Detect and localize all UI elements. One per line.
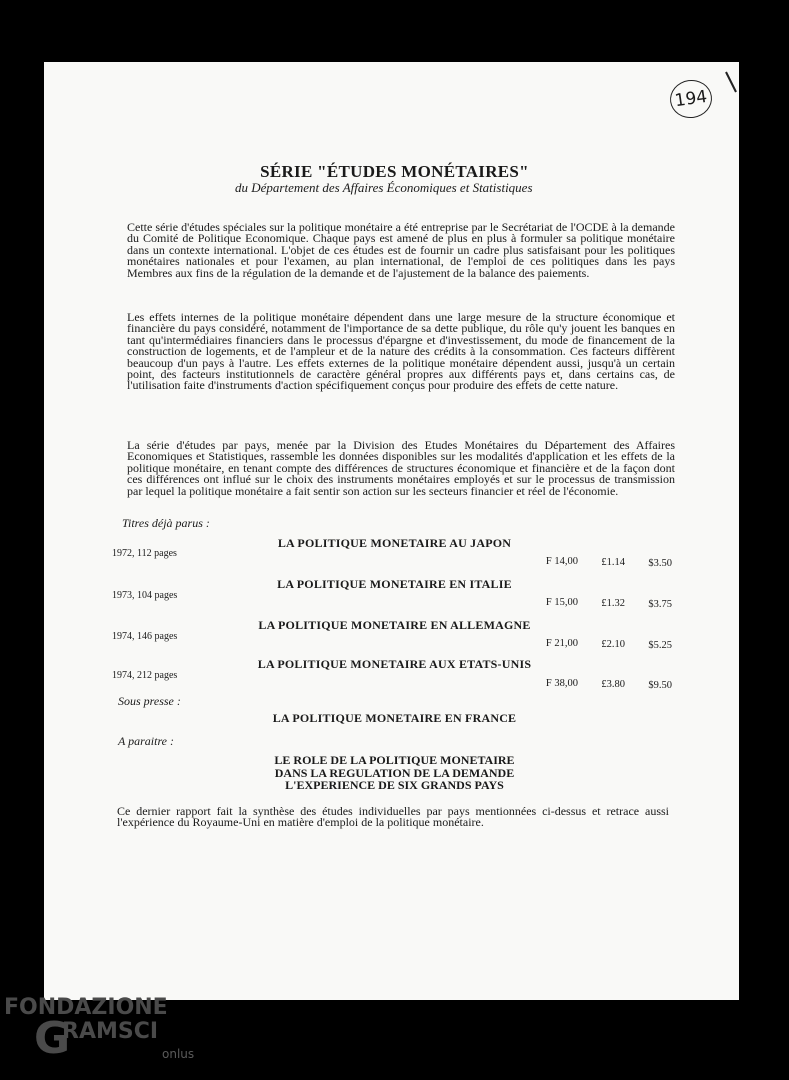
series-title: SÉRIE "ÉTUDES MONÉTAIRES" <box>260 162 529 181</box>
price-dollar: $9.50 <box>648 680 672 691</box>
in-press-title: LA POLITIQUE MONETAIRE EN FRANCE <box>272 711 517 725</box>
price-franc: F 21,00 <box>545 638 578 649</box>
series-paragraph: La série d'études par pays, menée par la Division des Etudes Monétaires du Département des Affaires Economiques et Statistiques, rassemble les données disponibles sur les modalités d'application et les effets de la politique monétaire, en tenant compte des différences de structures économique et financière et de la façon dont ces différences ont influé sur le choix des instruments monétaires employés et sur le processus de transmission par lequel la politique monétaire a fait sentir son action sur les secteurs financier et réel de l'économie. <box>127 438 675 498</box>
in-press-label: Sous presse : <box>118 694 181 708</box>
publication-title: LA POLITIQUE MONETAIRE AUX ETATS-UNIS <box>257 657 532 671</box>
closing-paragraph: Ce dernier rapport fait la synthèse des études individuelles par pays mentionnées ci-dessus et retrace aussi l'expérience du Royaume-Uni en matière d'emploi de la politique monétaire. <box>117 804 669 830</box>
document-page <box>44 62 739 1000</box>
price-franc: F 38,00 <box>545 678 578 689</box>
page-number-stamp: 194 <box>668 77 715 120</box>
publication-meta: 1974, 212 pages <box>112 670 178 681</box>
forthcoming-line: LE ROLE DE LA POLITIQUE MONETAIRE <box>274 753 515 767</box>
price-franc: F 14,00 <box>545 556 578 567</box>
series-subtitle: du Département des Affaires Économiques et Statistiques <box>235 180 533 195</box>
price-pound: £2.10 <box>601 639 625 650</box>
watermark-line1: FONDAZIONE <box>4 995 168 1020</box>
publication-meta: 1973, 104 pages <box>112 590 178 601</box>
publication-title: LA POLITIQUE MONETAIRE EN ITALIE <box>277 577 512 591</box>
price-pound: £1.32 <box>601 598 625 609</box>
forthcoming-label: A paraitre : <box>118 734 174 748</box>
price-dollar: $5.25 <box>648 640 672 651</box>
effects-paragraph: Les effets internes de la politique monétaire dépendent dans une large mesure de la structure économique et financière du pays considéré, notamment de l'importance de sa dette publique, du rôle qu'y jouent les banques en tant qu'intermédiaires financiers dans le processus d'épargne et d'investissement, du mode de financement de la construction de logements, et de l'ampleur et de la nature des crédits à la consommation. Ces facteurs diffèrent beaucoup d'un pays à l'autre. Les effets externes de la politique monétaire dépendent aussi, jusqu'à un certain point, des facteurs institutionnels de caractère général propres aux différents pays et, dans certains cas, de l'utilisation faite d'instruments d'action spécifiquement conçus pour produire des effets de cette nature. <box>127 310 675 393</box>
watermark-g-letter: G <box>34 1013 71 1064</box>
intro-paragraph: Cette série d'études spéciales sur la politique monétaire a été entreprise par le Secrétariat de l'OCDE à la demande du Comité de Politique Economique. Chaque pays est amené de plus en plus à formuler sa politique monétaire dans un contexte international. L'objet de ces études est de fournir un cadre plus satisfaisant pour les politiques monétaires nationales et pour l'examen, au plan international, de l'emploi de ces politiques dans les pays Membres aux fins de la régulation de la demande et de l'ajustement de la balance des paiements. <box>127 220 675 280</box>
publication-title: LA POLITIQUE MONETAIRE EN ALLEMAGNE <box>258 618 531 632</box>
price-dollar: $3.50 <box>648 558 672 569</box>
publication-meta: 1974, 146 pages <box>112 631 178 642</box>
corner-mark-icon <box>724 70 738 94</box>
publication-title: LA POLITIQUE MONETAIRE AU JAPON <box>277 536 512 550</box>
publication-meta: 1972, 112 pages <box>112 548 177 559</box>
price-pound: £1.14 <box>601 557 625 568</box>
price-pound: £3.80 <box>601 679 625 690</box>
watermark-onlus: onlus <box>162 1047 195 1061</box>
price-franc: F 15,00 <box>545 597 578 608</box>
price-dollar: $3.75 <box>648 599 672 610</box>
forthcoming-title <box>0 754 789 792</box>
forthcoming-line: L'EXPERIENCE DE SIX GRANDS PAYS <box>285 778 504 792</box>
watermark-line2: RAMSCI <box>62 1019 159 1044</box>
forthcoming-line: DANS LA REGULATION DE LA DEMANDE <box>274 765 515 780</box>
fondazione-gramsci-watermark <box>4 995 204 1075</box>
published-label: Titres déjà parus : <box>122 516 210 530</box>
